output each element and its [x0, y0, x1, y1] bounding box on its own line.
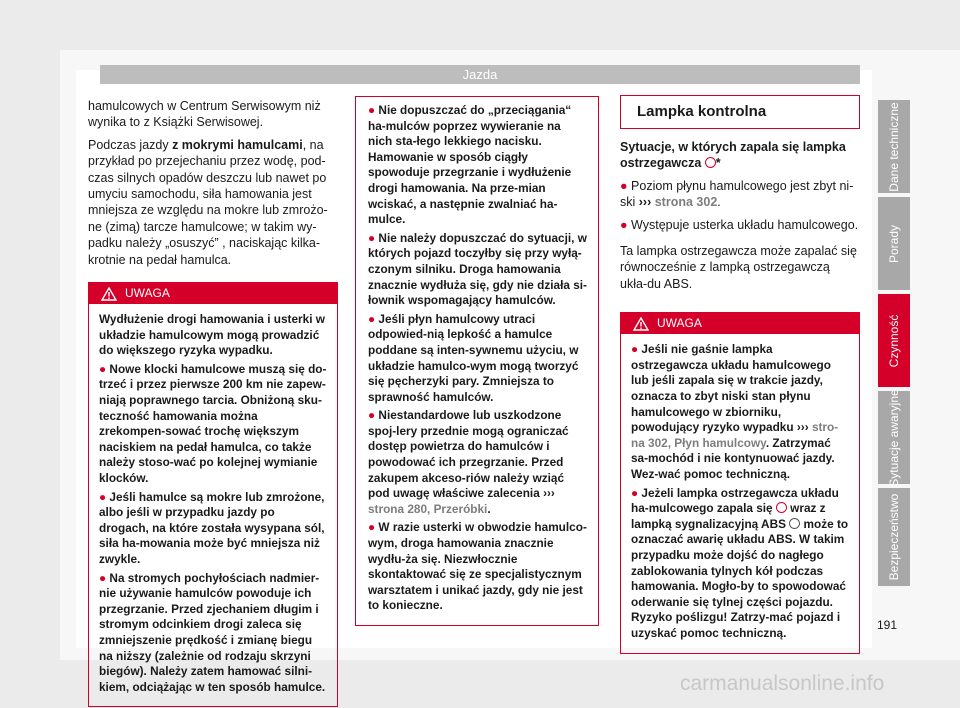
bullet-icon: ●: [631, 485, 639, 500]
list-item-text: Jeżeli lampka ostrzegawcza układu ha-mulcowego zapala się: [631, 485, 839, 516]
list-item: [99, 490, 327, 568]
bullet-icon: ●: [368, 311, 376, 326]
tab-label: Sytuacje awaryjne: [887, 388, 901, 487]
link-arrow[interactable]: ›››: [796, 420, 809, 435]
column-right: [620, 95, 860, 654]
column-left: [88, 98, 338, 707]
warning-header: [621, 313, 859, 334]
tab-bezpieczenstwo[interactable]: [878, 488, 910, 586]
bullet-icon: ●: [620, 178, 628, 193]
asterisk: *: [715, 156, 721, 171]
list-item-text: może to oznaczać awarię układu ABS. W takim przypadku może dojść do nagłego zablokowania tylnych kół podczas hamowania. Mogło-by to spowodować oderwanie się tylnej części pojazdu. Ryzyko poślizgu! Zatrzy-mać pojazd i uzyskać pomoc techniczną.: [631, 516, 849, 640]
bold-text: z mokrymi hamulcami: [172, 137, 303, 152]
warning-header: [89, 283, 337, 304]
list-item-text: . Zatrzymać sa-mochód i nie kontynuować jazdy. Wez-wać pomoc techniczną.: [631, 435, 835, 481]
bullet-icon: ●: [368, 408, 376, 423]
subtitle-text: Sytuacje, w których zapala się lampka ostrzegawcza: [620, 140, 846, 171]
tab-label: Dane techniczne: [887, 101, 901, 192]
list-item: [368, 312, 588, 406]
paragraph-abs: Ta lampka ostrzegawcza może zapalać się równocześnie z lampką ostrzegawczą ukła-du ABS.: [620, 244, 857, 291]
paragraph-wet-brakes: [88, 137, 338, 268]
list-item-text: Jeśli hamulce są mokre lub zmrożone, albo jeśli w przypadku jazdy po drogach, na które została wysypana sól, siła ha-mowania może być mniejsza niż zwykle.: [99, 489, 325, 566]
text: .: [487, 501, 491, 516]
bullet-icon: ●: [99, 361, 107, 376]
text: , na przykład po przejechaniu przez wodę, pod-czas silnych opadów deszczu lub nawet po umyciu samochodu, siła hamowania jest mniejsza ze względu na mokre lub zmrożo-ne (zimą) tarcze hamulcowe; w takim wy-padku należy „osuszyć” , naciskając kilka-krotnie na pedał hamulca.: [88, 137, 328, 267]
bullet-icon: ●: [620, 217, 628, 232]
list-item: [99, 571, 327, 696]
bullet-icon: ●: [368, 230, 376, 245]
brake-warning-lamp-icon: [705, 157, 716, 168]
tab-label: Bezpieczeństwo: [887, 493, 901, 581]
list-item: [368, 231, 588, 309]
abs-lamp-icon: [789, 518, 800, 529]
link-arrow[interactable]: ›››: [638, 195, 652, 210]
chapter-tabs: [878, 100, 910, 590]
list-item: [368, 408, 588, 517]
warning-box: [88, 282, 338, 707]
list-item: [620, 178, 860, 211]
bullet-icon: ●: [99, 570, 107, 585]
list-item: [368, 520, 588, 614]
tab-dane-techniczne[interactable]: [878, 100, 910, 193]
chapter-header: Jazda: [100, 65, 860, 84]
list-item-text: Jeśli płyn hamulcowy utraci odpowied-nią lepkość a hamulce poddane są inten-sywnemu użyciu, w układzie hamulco-wym mogą tworzyć się pęcherzyki pary. Zmniejsza to sprawność hamulców.: [368, 311, 579, 404]
list-item-text: Niestandardowe lub uszkodzone spoj-lery przednie mogą ograniczać dostęp powietrza do hamulców i powodować ich przegrzanie. Przed zakupem akceso-riów należy wziąć pod uwagę właściwe zalecenia: [368, 408, 569, 501]
list-item: [99, 362, 327, 487]
bullet-icon: ●: [631, 342, 639, 357]
warning-box: [620, 312, 860, 653]
list-item: [631, 486, 849, 642]
tab-label: Czynność: [887, 314, 901, 367]
reference-link[interactable]: stro-na 302, Płyn hamulcowy: [631, 420, 839, 450]
text: Podczas jazdy: [88, 137, 173, 152]
warning-body: [621, 334, 859, 652]
text: .: [717, 195, 721, 210]
list-item-text: Nowe klocki hamulcowe muszą się do-trzeć i przez pierwsze 200 km nie zapew-niają poprawnego tarcia. Obniżoną sku-teczność hamowania można zrekompen-sować trochę większym naciskiem na pedał hamulca, co także należy stoso-wać po kolejnej wymianie klocków.: [99, 361, 327, 485]
link-arrow[interactable]: ›››: [543, 486, 555, 501]
warning-body: [89, 304, 337, 706]
tab-label: Porady: [887, 224, 901, 263]
watermark: carmanualsonline.info: [680, 672, 885, 695]
column-middle: [355, 96, 599, 626]
paragraph-intro: hamulcowych w Centrum Serwisowym niż wynika to z Książki Serwisowej.: [88, 99, 321, 130]
tab-czynnosc[interactable]: [878, 294, 910, 387]
tab-sytuacje-awaryjne[interactable]: [878, 388, 910, 487]
bullet-icon: ●: [368, 103, 376, 117]
list-item-text: Występuje usterka układu hamulcowego.: [631, 217, 859, 232]
list-item-text: Jeśli nie gaśnie lampka ostrzegawcza układu hamulcowego lub jeśli zapala się w trakcie jazdy, oznacza to zbyt niski stan płynu hamulcowego w zbiorniku, powodujący ryzyko wypadku: [631, 342, 831, 435]
reference-link[interactable]: strona 280, Przeróbki: [368, 501, 488, 516]
list-item: [368, 103, 588, 228]
warning-label: UWAGA: [657, 316, 702, 331]
subtitle: [620, 139, 860, 172]
list-item-text: W razie usterki w obwodzie hamulco-wym, droga hamowania znacznie wydłu-ża się. Niezwłocznie skontaktować się ze specjalistycznym warsztatem i unikać jazdy, gdy nie jest to konieczne.: [368, 520, 587, 613]
tab-porady[interactable]: [878, 197, 910, 290]
list-item-text: wraz z lampką sygnalizacyjną ABS: [631, 501, 826, 531]
bullet-icon: ●: [368, 520, 376, 535]
list-item-text: Poziom płynu hamulcowego jest zbyt ni-ski: [620, 178, 854, 210]
warning-intro: Wydłużenie drogi hamowania i usterki w układzie hamulcowym mogą prowadzić do większego ryzyka wypadku.: [99, 312, 325, 358]
warning-triangle-icon: [101, 287, 117, 301]
list-item: [620, 217, 860, 233]
warning-box-continued: [355, 96, 599, 626]
list-item-text: Nie należy dopuszczać do sytuacji, w których pojazd toczyłby się przy wyłą-czonym silniku. Droga hamowania znacznie wydłuża się, gdy nie działa si-łownik wspomagający hamulców.: [368, 230, 587, 308]
reference-link[interactable]: strona 302: [654, 195, 718, 210]
page-number: 191: [877, 618, 898, 632]
bullet-icon: ●: [99, 489, 107, 504]
list-item-text: Nie dopuszczać do „przeciągania“ ha-mulców poprzez wywieranie na nich sta-łego lekkiego nacisku. Hamowanie w sposób ciągły spowoduje przegrzanie i wydłużenie drogi hamowania. Na prze-mian wciskać, a następnie zwalniać ha-mulce.: [368, 103, 572, 227]
warning-body: [356, 97, 598, 625]
brake-warning-lamp-icon: [776, 502, 787, 513]
warning-label: UWAGA: [125, 286, 170, 301]
list-item: [631, 342, 849, 482]
list-item-text: Na stromych pochyłościach nadmier-nie używanie hamulców powoduje ich przegrzanie. Przed zjechaniem długim i stromym odcinkiem drogi zaleca się zmniejszenie prędkość i zmianę biegu na niższy (zależnie od rodzaju skrzyni biegów). Należy zatem hamować silni-kiem, odciążając w ten sposób hamulce.: [99, 570, 326, 694]
section-title-box: [620, 95, 860, 129]
section-title: Lampka kontrolna: [637, 102, 767, 120]
warning-triangle-icon: [633, 317, 649, 331]
